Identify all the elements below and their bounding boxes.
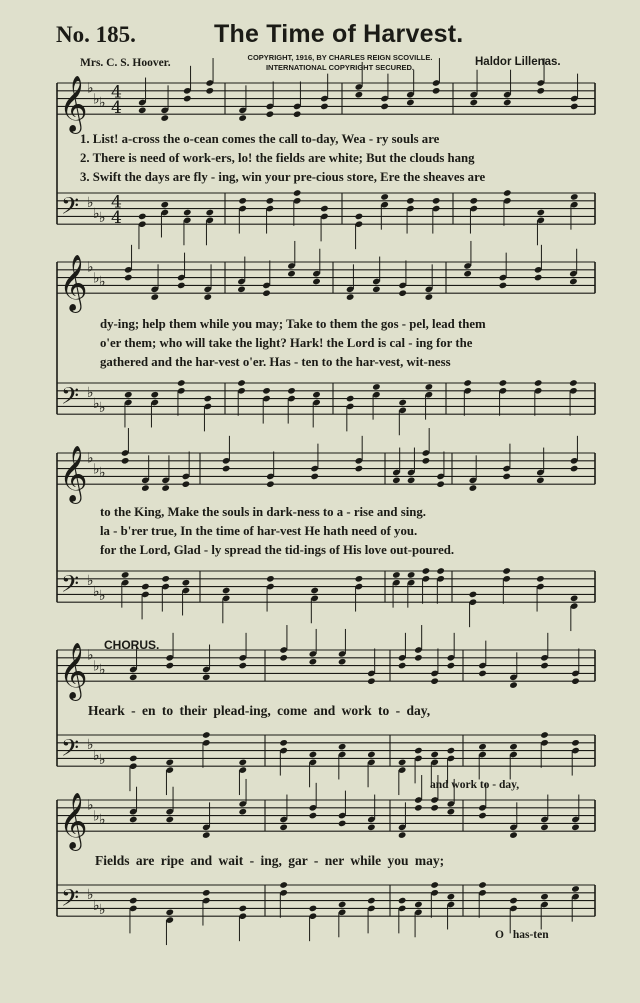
flat-sign: ♭ [93,461,100,478]
note-head [398,759,407,767]
note-head [380,193,389,201]
note-head [509,681,518,689]
bass-clef: 𝄢 [61,733,80,767]
note-head [279,881,288,889]
note-head [540,731,549,739]
note-head [355,91,364,99]
note-head [536,575,545,583]
flat-sign: ♭ [99,465,106,482]
note-head [262,387,271,395]
note-head [238,114,247,122]
note-head [478,812,487,820]
note-head [312,391,321,399]
chorus-label: CHORUS. [104,638,160,652]
note-head [509,743,518,751]
note-head [202,889,211,897]
note-head [414,747,423,755]
treble-clef: 𝄞 [59,793,88,850]
note-head [182,480,191,488]
note-head [161,575,170,583]
treble-clef: 𝄞 [59,255,88,312]
note-head [205,87,214,95]
note-head [509,831,518,839]
bass-clef: 𝄢 [61,883,80,917]
system2-verse3: gathered and the har-vest o'er. Has - ten to the har-vest, wit-ness [100,355,451,369]
note-head [293,110,302,118]
time-signature: 4 [111,82,122,103]
note-head [310,473,319,481]
flat-sign: ♭ [93,808,100,825]
note-head [571,885,580,893]
note-head [279,654,288,662]
note-head [279,824,288,832]
note-head [570,193,579,201]
note-head [571,677,580,685]
chorus-line1-bass: and work to - day, [430,779,520,791]
flat-sign: ♭ [99,274,106,291]
note-head [425,293,434,301]
flat-sign: ♭ [93,583,100,600]
note-head [309,751,318,759]
note-head [398,399,407,407]
flat-sign: ♭ [87,195,94,212]
note-head [372,383,381,391]
note-head [571,824,580,832]
note-head [569,278,578,286]
note-head [414,654,423,662]
flat-sign: ♭ [93,658,100,675]
note-head [150,391,159,399]
note-head [141,583,150,591]
note-head [287,387,296,395]
note-head [309,905,318,913]
time-signature: 4 [111,98,122,119]
note-head [141,484,150,492]
hymn-title: The Time of Harvest. [214,20,464,48]
note-head [266,480,275,488]
lyricist: Mrs. C. S. Hoover. [80,57,171,69]
note-head [398,897,407,905]
note-head [183,209,192,217]
note-head [571,739,580,747]
note-head [293,189,302,197]
flat-sign: ♭ [99,399,106,416]
system1-verse2: 2. There is need of work-ers, lo! the fields are white; But the clouds hang [80,151,475,165]
note-head [238,197,247,205]
note-head [430,804,439,812]
note-head [469,197,478,205]
note-head [346,293,355,301]
note-head [503,189,512,197]
note-head [509,897,518,905]
note-head [202,831,211,839]
flat-sign: ♭ [99,209,106,226]
note-head [266,197,275,205]
note-head [222,465,231,473]
note-head [129,674,138,682]
flat-sign: ♭ [99,901,106,918]
note-head [447,808,456,816]
note-head [150,293,159,301]
note-head [367,751,376,759]
note-head [338,820,347,828]
note-head [422,457,431,465]
system2-verse2: o'er them; who will take the light? Hark! the Lord is cal - ing for the [100,336,473,350]
note-head [320,103,329,111]
note-head [121,571,130,579]
note-head [406,99,415,107]
note-head [407,571,416,579]
note-head [346,395,355,403]
note-head [138,107,147,115]
note-head [372,286,381,294]
note-head [469,484,478,492]
note-head [309,812,318,820]
note-head [502,567,511,575]
flat-sign: ♭ [93,270,100,287]
note-head [436,480,445,488]
treble-clef: 𝄞 [59,446,88,503]
note-head [569,379,578,387]
note-head [338,743,347,751]
hymn-number: No. 185. [56,22,136,47]
flat-sign: ♭ [87,80,94,97]
note-head [432,87,441,95]
note-head [309,658,318,666]
note-head [499,379,508,387]
note-head [237,379,246,387]
note-head [367,677,376,685]
note-head [203,395,212,403]
note-head [398,831,407,839]
note-head [392,571,401,579]
note-head [540,893,549,901]
note-head [469,591,478,599]
note-head [165,909,174,917]
treble-clef: 𝄞 [59,643,88,700]
flat-sign: ♭ [99,812,106,829]
note-head [570,465,579,473]
note-head [222,587,231,595]
flat-sign: ♭ [99,751,106,768]
note-head [177,379,186,387]
note-head [320,205,329,213]
note-head [422,567,431,575]
note-head [338,901,347,909]
note-head [380,103,389,111]
note-head [262,289,271,297]
note-head [165,816,174,824]
copyright-line-1: COPYRIGHT, 1916, BY CHARLES REIGN SCOVILLE. [247,53,433,62]
copyright-line-2: INTERNATIONAL COPYRIGHT SECURED. [265,62,415,72]
note-head [436,567,445,575]
note-head [203,293,212,301]
note-head [202,731,211,739]
note-head [161,484,170,492]
note-head [534,274,543,282]
note-head [160,201,169,209]
note-head [463,270,472,278]
note-head [287,270,296,278]
note-head [447,747,456,755]
bass-clef: 𝄢 [61,569,80,603]
note-head [129,816,138,824]
note-head [478,743,487,751]
note-head [425,383,434,391]
chorus-line2-bass: O has-ten [495,929,549,941]
note-head [355,575,364,583]
note-head [414,901,423,909]
note-head [406,197,415,205]
note-head [407,477,416,485]
note-head [398,289,407,297]
note-head [338,658,347,666]
flat-sign: ♭ [87,887,94,904]
note-head [177,282,186,290]
composer: Haldor Lillenas. [475,56,561,68]
note-head [312,278,321,286]
time-signature: 4 [111,192,122,213]
system2-verse1: dy-ing; help them while you may; Take to them the gos - pel, lead them [100,317,486,331]
note-head [367,897,376,905]
flat-sign: ♭ [87,385,94,402]
note-head [430,677,439,685]
note-head [202,674,211,682]
note-head [432,197,441,205]
note-head [310,587,319,595]
note-head [165,759,174,767]
bass-clef: 𝄢 [61,381,80,415]
system3-verse3: for the Lord, Glad - ly spread the tid-ings of His love out-poured. [100,543,455,557]
note-head [570,595,579,603]
flat-sign: ♭ [93,747,100,764]
treble-clef: 𝄞 [59,76,88,133]
note-head [124,391,133,399]
note-head [160,114,169,122]
note-head [499,282,508,290]
note-head [355,465,364,473]
note-head [205,209,214,217]
note-head [124,274,133,282]
note-head [447,893,456,901]
flat-sign: ♭ [87,797,94,814]
flat-sign: ♭ [99,662,106,679]
note-head [238,905,247,913]
flat-sign: ♭ [87,259,94,276]
note-head [279,739,288,747]
note-head [463,379,472,387]
note-head [266,575,275,583]
note-head [237,286,246,294]
note-head [367,824,376,832]
flat-sign: ♭ [93,91,100,108]
note-head [536,87,545,95]
note-head [478,881,487,889]
note-head [540,824,549,832]
note-head [469,99,478,107]
note-head [238,759,247,767]
note-head [534,379,543,387]
note-head [238,662,247,670]
note-head [447,662,456,670]
flat-sign: ♭ [93,205,100,222]
note-head [182,579,191,587]
note-head [121,457,130,465]
chorus-line1: Heark - en to their plead-ing, come and work to - day, [88,703,431,718]
note-head [183,95,192,103]
note-head [129,755,138,763]
system3-verse1: to the King, Make the souls in dark-ness to a - rise and sing. [100,505,426,519]
note-head [502,473,511,481]
note-head [138,213,147,221]
flat-sign: ♭ [87,450,94,467]
time-signature: 4 [111,208,122,229]
note-head [414,804,423,812]
note-head [536,209,545,217]
flat-sign: ♭ [99,95,106,112]
note-head [536,477,545,485]
system1-verse3: 3. Swift the days are fly - ing, win your pre-cious store, Ere the sheaves are [80,170,486,184]
flat-sign: ♭ [87,647,94,664]
system3-verse2: la - b'rer true, In the time of har-vest He hath need of you. [100,524,418,538]
note-head [478,670,487,678]
system1-verse1: 1. List! a-cross the o-cean comes the call to-day, Wea - ry souls are [80,132,440,146]
note-head [355,213,364,221]
note-head [238,808,247,816]
note-head [430,881,439,889]
note-head [503,99,512,107]
note-head [266,110,275,118]
note-head [398,662,407,670]
bass-clef: 𝄢 [61,191,80,225]
flat-sign: ♭ [87,573,94,590]
note-head [129,897,138,905]
note-head [392,477,401,485]
note-head [430,751,439,759]
note-head [540,662,549,670]
flat-sign: ♭ [87,737,94,754]
flat-sign: ♭ [93,395,100,412]
note-head [165,662,174,670]
flat-sign: ♭ [93,897,100,914]
chorus-line2: Fields are ripe and wait - ing, gar - ner while you may; [95,853,445,868]
flat-sign: ♭ [99,587,106,604]
note-head [570,103,579,111]
